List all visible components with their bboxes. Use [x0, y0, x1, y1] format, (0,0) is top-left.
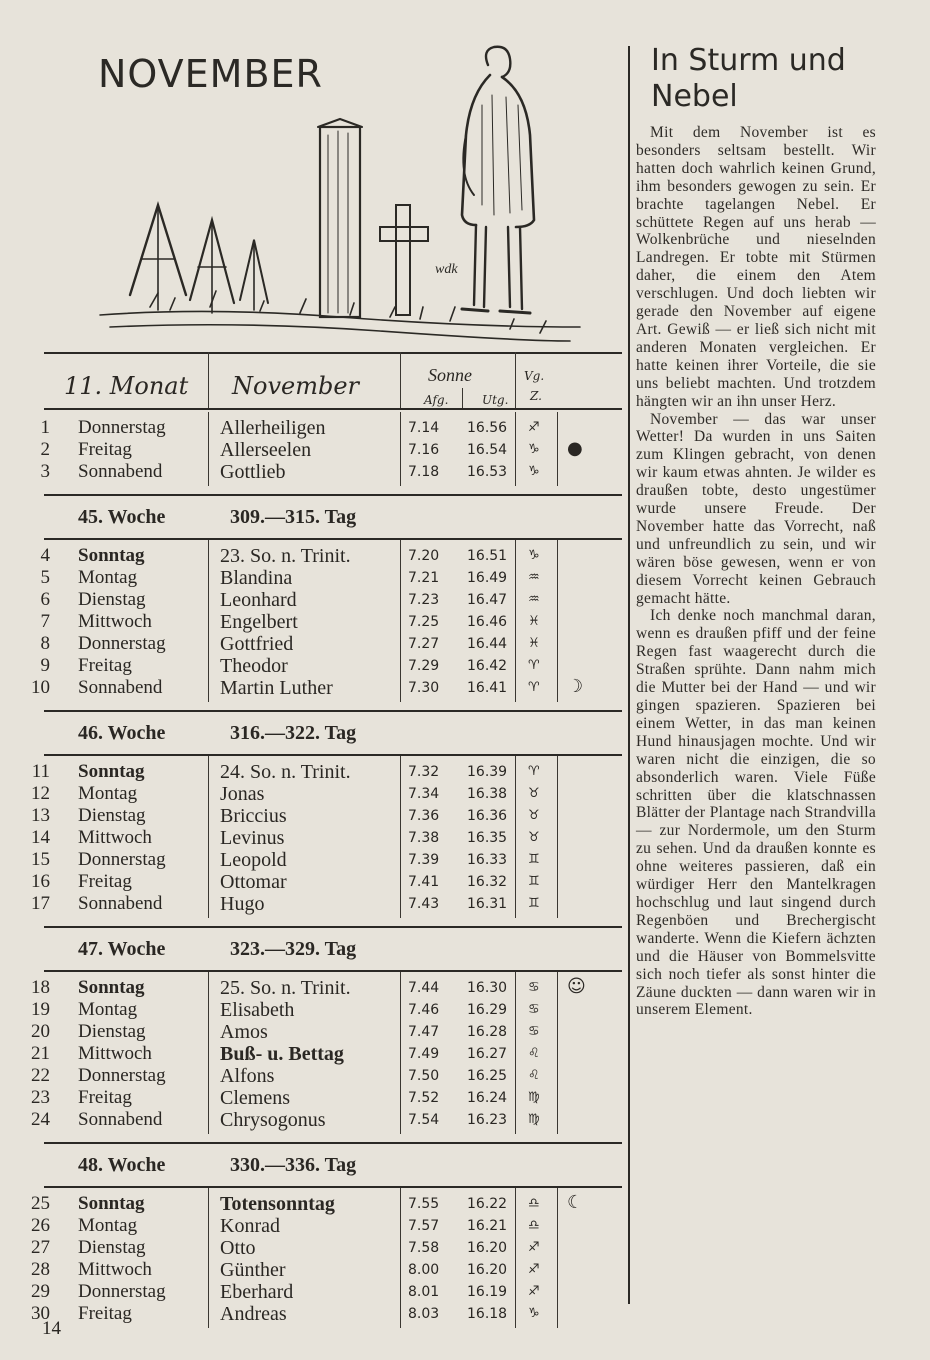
sunset-time: 16.22: [467, 1196, 508, 1212]
column-rule: [557, 412, 558, 486]
zodiac-sign: ♉: [528, 830, 540, 845]
sunrise-time: 7.44: [408, 980, 440, 996]
day-number: 29: [31, 1281, 50, 1302]
month-title: NOVEMBER: [98, 52, 323, 96]
weekday-name: Sonnabend: [78, 677, 163, 698]
day-number: 7: [40, 611, 50, 632]
article-paragraph: November — das war unser Wetter! Da wurden in uns Saiten zum Klingen gebracht, von denen wir kaum etwas ahnten. Je wilder es draußen tobte, desto ungestümer wurde unsere Freude. Der November hatte das Vorrecht, naß und unfreundlich zu sein, und wir wären böse gewesen, wenn er von diesem Vorrecht keinen Gebrauch gemacht hätte.: [636, 410, 876, 607]
day-number: 9: [40, 655, 50, 676]
name-day: Clemens: [220, 1087, 290, 1109]
column-rule: [208, 1188, 209, 1328]
zodiac-sign: ♋: [528, 980, 540, 995]
day-number: 13: [31, 805, 50, 826]
zodiac-sign: ♉: [528, 786, 540, 801]
column-rule: [515, 756, 516, 918]
sunset-time: 16.44: [467, 636, 508, 652]
column-rule: [515, 972, 516, 1134]
sunrise-time: 7.16: [408, 442, 440, 458]
weekday-name: Sonntag: [78, 977, 145, 998]
zodiac-sign: ♈: [528, 764, 540, 779]
sunset-time: 16.20: [467, 1262, 508, 1278]
name-day: 23. So. n. Trinit.: [220, 545, 351, 567]
month-number-label: 11. Monat: [64, 372, 189, 400]
name-day: Blandina: [220, 567, 293, 589]
sunset-time: 16.41: [467, 680, 508, 696]
weekday-name: Freitag: [78, 439, 132, 460]
column-rule: [208, 412, 209, 486]
calendar-table: [0, 352, 625, 1325]
name-day: Günther: [220, 1259, 286, 1281]
zodiac-sign: ♑: [528, 464, 540, 479]
name-day: Chrysogonus: [220, 1109, 326, 1131]
sunrise-time: 7.23: [408, 592, 440, 608]
name-day: Elisabeth: [220, 999, 295, 1021]
sunset-time: 16.42: [467, 658, 508, 674]
name-day: Gottlieb: [220, 461, 286, 483]
weekday-name: Freitag: [78, 1303, 132, 1324]
day-range-label: 309.—315. Tag: [230, 506, 357, 528]
column-rule: [208, 972, 209, 1134]
zodiac-sign: ♓: [528, 636, 540, 651]
sunset-time: 16.32: [467, 874, 508, 890]
name-day: Levinus: [220, 827, 285, 849]
sunrise-time: 7.32: [408, 764, 440, 780]
sunrise-time: 7.52: [408, 1090, 440, 1106]
column-rule: [208, 352, 209, 408]
zodiac-sign: ♋: [528, 1002, 540, 1017]
sunrise-time: 7.47: [408, 1024, 440, 1040]
sunrise-time: 7.30: [408, 680, 440, 696]
moon-header-2: Z.: [530, 389, 542, 403]
moon-phase-icon: ☽: [567, 676, 584, 697]
weekday-name: Freitag: [78, 871, 132, 892]
sunrise-time: 7.14: [408, 420, 440, 436]
day-number: 26: [31, 1215, 50, 1236]
name-day: Andreas: [220, 1303, 287, 1325]
zodiac-sign: ♍: [528, 1112, 540, 1127]
article-body: [636, 124, 876, 1019]
week-divider: [44, 754, 622, 756]
day-number: 1: [40, 417, 50, 438]
day-number: 12: [31, 783, 50, 804]
sunrise-time: 7.41: [408, 874, 440, 890]
name-day: Ottomar: [220, 871, 287, 893]
weekday-name: Mittwoch: [78, 611, 152, 632]
day-number: 5: [40, 567, 50, 588]
sunset-time: 16.25: [467, 1068, 508, 1084]
zodiac-sign: ♈: [528, 680, 540, 695]
zodiac-sign: ♒: [528, 592, 540, 607]
sunrise-time: 7.36: [408, 808, 440, 824]
zodiac-sign: ♒: [528, 570, 540, 585]
moon-phase-icon: ●: [567, 438, 583, 459]
sunset-time: 16.28: [467, 1024, 508, 1040]
sunset-time: 16.51: [467, 548, 508, 564]
column-rule: [400, 756, 401, 918]
graveyard-illustration: [90, 45, 590, 355]
sunrise-time: 7.49: [408, 1046, 440, 1062]
weekday-name: Sonntag: [78, 761, 145, 782]
day-number: 19: [31, 999, 50, 1020]
weekday-name: Donnerstag: [78, 1281, 166, 1302]
day-number: 8: [40, 633, 50, 654]
week-divider: [44, 926, 622, 928]
sunrise-time: 7.34: [408, 786, 440, 802]
day-range-label: 316.—322. Tag: [230, 722, 357, 744]
sunrise-time: 7.25: [408, 614, 440, 630]
day-number: 6: [40, 589, 50, 610]
sunset-time: 16.56: [467, 420, 508, 436]
column-rule: [515, 412, 516, 486]
day-number: 27: [31, 1237, 50, 1258]
day-number: 21: [31, 1043, 50, 1064]
column-rule: [515, 352, 516, 408]
zodiac-sign: ♎: [528, 1196, 540, 1211]
sunset-time: 16.33: [467, 852, 508, 868]
sunset-time: 16.46: [467, 614, 508, 630]
day-number: 10: [31, 677, 50, 698]
day-number: 15: [31, 849, 50, 870]
column-rule: [557, 972, 558, 1134]
name-day: 24. So. n. Trinit.: [220, 761, 351, 783]
article-title: In Sturm und Nebel: [651, 43, 846, 114]
zodiac-sign: ♎: [528, 1218, 540, 1233]
article-paragraph: Ich denke noch manchmal daran, wenn es draußen pfiff und der feine Regen fast waagerecht durch die Straßen sprühte. Dann nahm mich die Mutter bei der Hand — und wir gingen spazieren. Spazieren bei einem Wetter, in das man keinen Hund hinausjagen mochte. Und wir waren nicht die einzigen, die so absonderlich waren. Viele Füße schritten über die klatschnassen Blätter der Plantage nach Strandvilla — zur Nordermole, um den Sturm zu sehen. Und da draußen konnte es ohne weiteres passieren, daß ein würdiger Herr den Mantelkragen hochschlug und laut singend durch Regenböen und Brechergischt wanderte. Wenn die Kiefern ächzten und die Häuser von Bommelsvitte sich noch tiefer als sonst hinter die Zäune duckten — dann waren wir in unserem Element.: [636, 607, 876, 1019]
moon-phase-icon: ☾: [567, 1192, 584, 1213]
sunset-time: 16.53: [467, 464, 508, 480]
sunrise-time: 7.55: [408, 1196, 440, 1212]
sunrise-time: 7.46: [408, 1002, 440, 1018]
day-range-label: 330.—336. Tag: [230, 1154, 357, 1176]
name-day: Martin Luther: [220, 677, 333, 699]
weekday-name: Dienstag: [78, 589, 146, 610]
sunrise-time: 8.00: [408, 1262, 440, 1278]
sunset-time: 16.36: [467, 808, 508, 824]
sunset-header: Utg.: [482, 393, 509, 407]
day-number: 4: [40, 545, 50, 566]
sunset-time: 16.19: [467, 1284, 508, 1300]
week-label: 48. Woche: [78, 1154, 166, 1176]
day-range-label: 323.—329. Tag: [230, 938, 357, 960]
zodiac-sign: ♑: [528, 442, 540, 457]
week-label: 46. Woche: [78, 722, 166, 744]
name-day: Otto: [220, 1237, 256, 1259]
sunrise-header: Afg.: [424, 393, 449, 407]
name-day: Allerheiligen: [220, 417, 326, 439]
day-number: 11: [31, 761, 50, 782]
column-rule: [400, 1188, 401, 1328]
column-rule: [462, 388, 463, 408]
day-number: 24: [31, 1109, 50, 1130]
sunrise-time: 7.39: [408, 852, 440, 868]
sunset-time: 16.20: [467, 1240, 508, 1256]
sunrise-time: 8.01: [408, 1284, 440, 1300]
sunrise-time: 7.27: [408, 636, 440, 652]
sunset-time: 16.54: [467, 442, 508, 458]
sunset-time: 16.31: [467, 896, 508, 912]
name-day: Allerseelen: [220, 439, 312, 461]
zodiac-sign: ♊: [528, 852, 540, 867]
day-number: 30: [31, 1303, 50, 1324]
weekday-name: Sonnabend: [78, 461, 163, 482]
column-rule: [208, 756, 209, 918]
zodiac-sign: ♑: [528, 548, 540, 563]
sunset-time: 16.27: [467, 1046, 508, 1062]
moon-phase-icon: ☺: [567, 976, 586, 997]
weekday-name: Sonnabend: [78, 893, 163, 914]
column-rule: [515, 1188, 516, 1328]
zodiac-sign: ♊: [528, 896, 540, 911]
day-number: 17: [31, 893, 50, 914]
sunset-time: 16.23: [467, 1112, 508, 1128]
week-divider: [44, 538, 622, 540]
weekday-name: Sonntag: [78, 1193, 145, 1214]
name-day: Alfons: [220, 1065, 275, 1087]
weekday-name: Freitag: [78, 1087, 132, 1108]
week-divider: [44, 1186, 622, 1188]
sunrise-time: 7.58: [408, 1240, 440, 1256]
name-day: Engelbert: [220, 611, 298, 633]
moon-header: Vg.: [524, 369, 545, 383]
name-day: Totensonntag: [220, 1193, 335, 1215]
weekday-name: Montag: [78, 1215, 138, 1236]
weekday-name: Mittwoch: [78, 827, 152, 848]
zodiac-sign: ♋: [528, 1024, 540, 1039]
weekday-name: Donnerstag: [78, 417, 166, 438]
name-day: Gottfried: [220, 633, 294, 655]
zodiac-sign: ♍: [528, 1090, 540, 1105]
name-day: Eberhard: [220, 1281, 294, 1303]
day-number: 18: [31, 977, 50, 998]
article-paragraph: Mit dem November ist es besonders seltsam bestellt. Wir hatten doch wahrlich keinen Grund, ihm besonders gewogen zu sein. Er brachte tagelangen Nebel. Er schüttete Regen auf uns herab — Wolkenbrüche und nieselnden Landregen. Er tobte mit Stürmen daher, die einem den Atem verschlugen. Und doch liebten wir gerade den November auf eigene Art. Gewiß — er ließ sich nicht mit anderen Monaten vergleichen. Er hatte keinen ihrer Vorteile, die sie uns beliebt machten. Und trotzdem hängten wir an ihn unser Herz.: [636, 124, 876, 410]
weekday-name: Mittwoch: [78, 1259, 152, 1280]
column-rule: [400, 540, 401, 702]
sunset-time: 16.18: [467, 1306, 508, 1322]
day-number: 14: [31, 827, 50, 848]
column-rule: [208, 540, 209, 702]
weekday-name: Montag: [78, 567, 138, 588]
name-day: Hugo: [220, 893, 265, 915]
week-label: 47. Woche: [78, 938, 166, 960]
month-name-label: November: [232, 372, 360, 400]
zodiac-sign: ♊: [528, 874, 540, 889]
sunrise-time: 7.20: [408, 548, 440, 564]
sunset-time: 16.39: [467, 764, 508, 780]
weekday-name: Dienstag: [78, 1021, 146, 1042]
zodiac-sign: ♐: [528, 1240, 540, 1255]
weekday-name: Montag: [78, 999, 138, 1020]
week-divider: [44, 494, 622, 496]
name-day: Leonhard: [220, 589, 297, 611]
day-number: 16: [31, 871, 50, 892]
column-rule: [557, 540, 558, 702]
sunset-time: 16.21: [467, 1218, 508, 1234]
header-top-rule: [44, 352, 622, 354]
sunset-time: 16.47: [467, 592, 508, 608]
weekday-name: Dienstag: [78, 1237, 146, 1258]
name-day: Buß- u. Bettag: [220, 1043, 344, 1065]
zodiac-sign: ♉: [528, 808, 540, 823]
weekday-name: Donnerstag: [78, 633, 166, 654]
zodiac-sign: ♑: [528, 1306, 540, 1321]
name-day: Briccius: [220, 805, 287, 827]
page-number: 14: [42, 1318, 61, 1339]
column-rule: [557, 756, 558, 918]
sunset-time: 16.24: [467, 1090, 508, 1106]
name-day: Jonas: [220, 783, 265, 805]
column-divider: [628, 46, 630, 1304]
sunset-time: 16.49: [467, 570, 508, 586]
week-divider: [44, 1142, 622, 1144]
sunrise-time: 7.54: [408, 1112, 440, 1128]
sunset-time: 16.35: [467, 830, 508, 846]
zodiac-sign: ♌: [528, 1068, 540, 1083]
zodiac-sign: ♓: [528, 614, 540, 629]
day-number: 22: [31, 1065, 50, 1086]
name-day: 25. So. n. Trinit.: [220, 977, 351, 999]
day-number: 23: [31, 1087, 50, 1108]
sunrise-time: 8.03: [408, 1306, 440, 1322]
zodiac-sign: ♈: [528, 658, 540, 673]
zodiac-sign: ♐: [528, 420, 540, 435]
sunset-time: 16.38: [467, 786, 508, 802]
column-rule: [400, 412, 401, 486]
day-number: 28: [31, 1259, 50, 1280]
sunset-time: 16.29: [467, 1002, 508, 1018]
column-rule: [515, 540, 516, 702]
sunrise-time: 7.21: [408, 570, 440, 586]
weekday-name: Mittwoch: [78, 1043, 152, 1064]
column-rule: [400, 352, 401, 408]
weekday-name: Montag: [78, 783, 138, 804]
name-day: Amos: [220, 1021, 268, 1043]
sunrise-time: 7.18: [408, 464, 440, 480]
weekday-name: Donnerstag: [78, 1065, 166, 1086]
weekday-name: Sonntag: [78, 545, 145, 566]
day-number: 3: [40, 461, 50, 482]
name-day: Theodor: [220, 655, 288, 677]
sunrise-time: 7.38: [408, 830, 440, 846]
weekday-name: Sonnabend: [78, 1109, 163, 1130]
name-day: Leopold: [220, 849, 287, 871]
sunrise-time: 7.50: [408, 1068, 440, 1084]
week-divider: [44, 970, 622, 972]
sunset-time: 16.30: [467, 980, 508, 996]
header-bottom-rule: [44, 408, 622, 410]
day-number: 2: [40, 439, 50, 460]
weekday-name: Freitag: [78, 655, 132, 676]
day-number: 20: [31, 1021, 50, 1042]
sunrise-time: 7.29: [408, 658, 440, 674]
week-label: 45. Woche: [78, 506, 166, 528]
column-rule: [400, 972, 401, 1134]
zodiac-sign: ♐: [528, 1262, 540, 1277]
zodiac-sign: ♐: [528, 1284, 540, 1299]
svg-text:wdk: wdk: [435, 262, 458, 277]
day-number: 25: [31, 1193, 50, 1214]
week-divider: [44, 710, 622, 712]
name-day: Konrad: [220, 1215, 280, 1237]
column-rule: [557, 1188, 558, 1328]
sunrise-time: 7.57: [408, 1218, 440, 1234]
zodiac-sign: ♌: [528, 1046, 540, 1061]
sonne-label: Sonne: [428, 365, 472, 385]
sunrise-time: 7.43: [408, 896, 440, 912]
weekday-name: Donnerstag: [78, 849, 166, 870]
weekday-name: Dienstag: [78, 805, 146, 826]
